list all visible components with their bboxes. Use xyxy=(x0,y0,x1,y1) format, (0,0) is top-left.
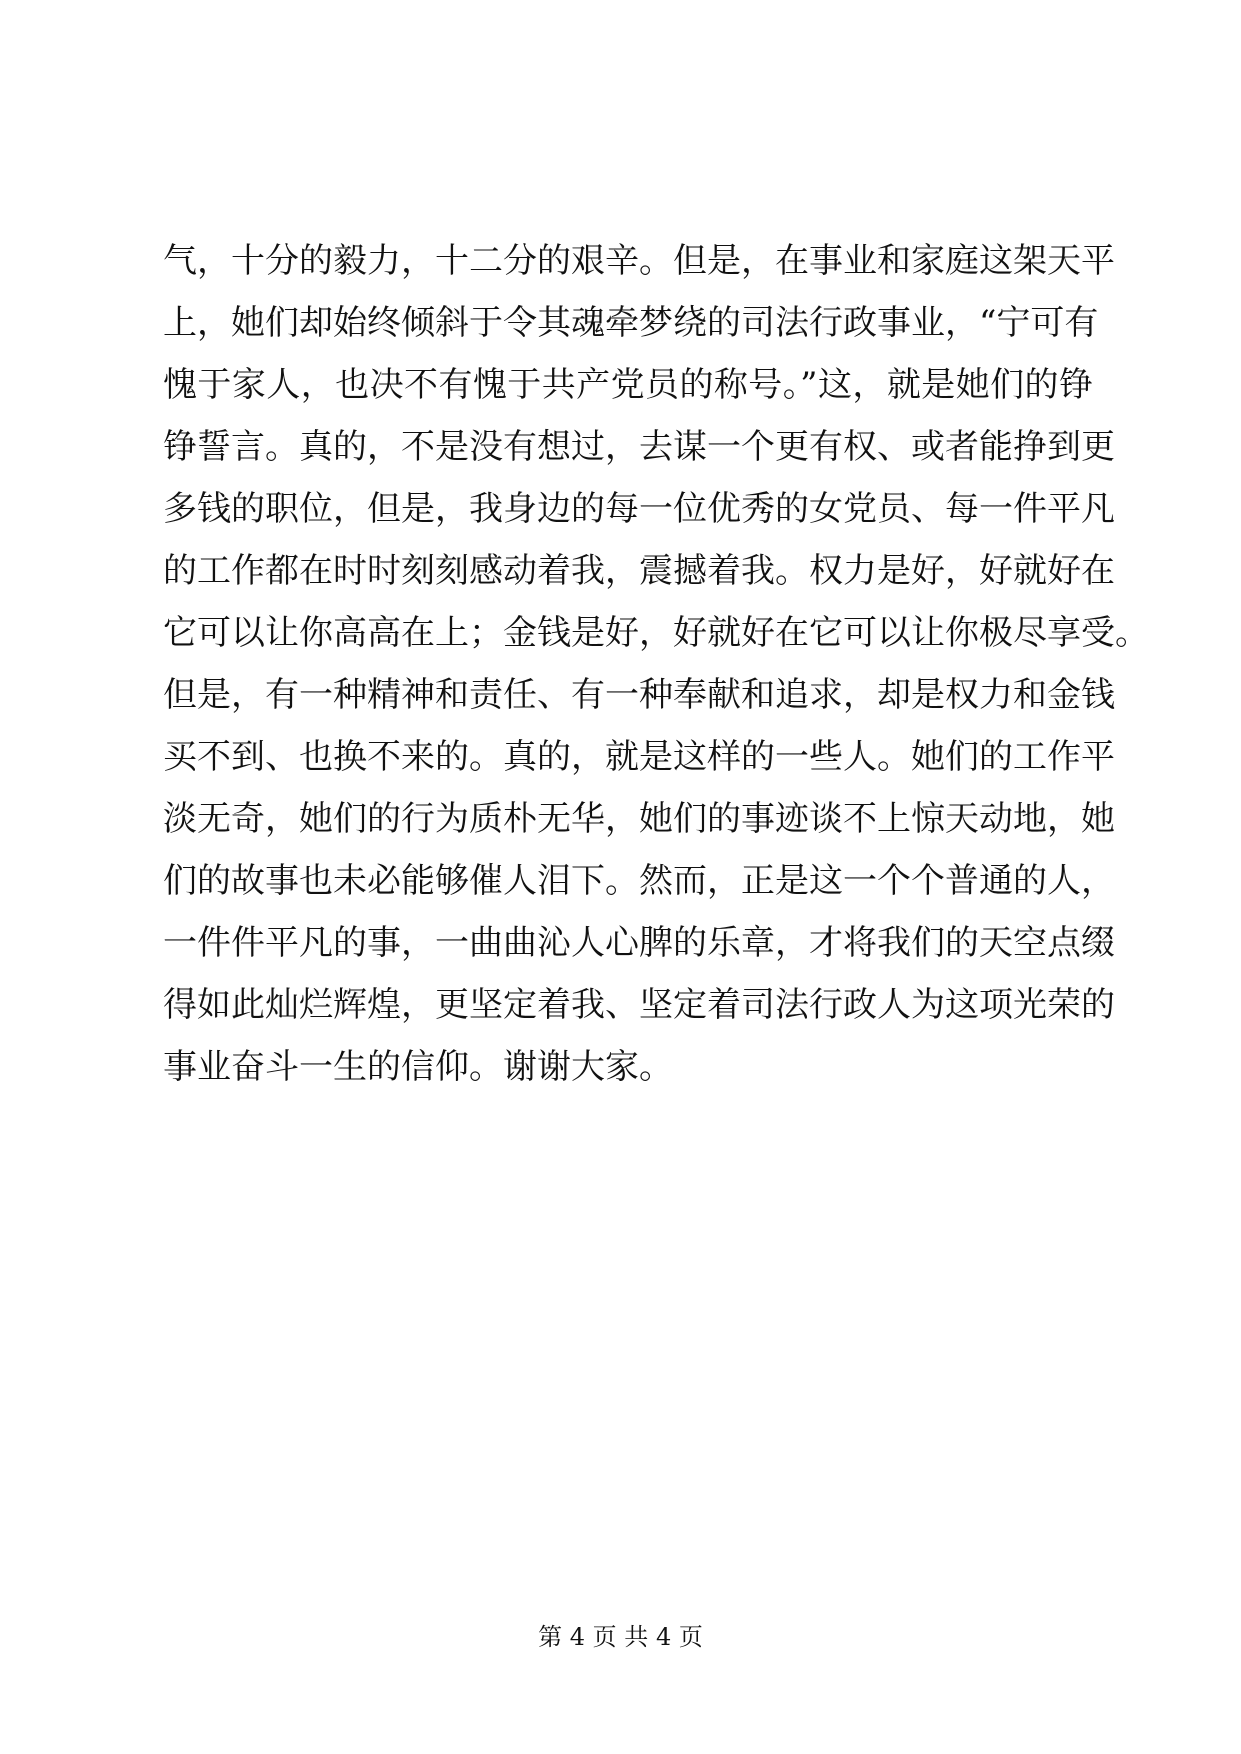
text-line: 们的故事也未必能够催人泪下。然而，正是这一个个普通的人， xyxy=(163,861,1115,901)
text-line: 多钱的职位，但是，我身边的每一位优秀的女党员、每一件平凡 xyxy=(163,489,1115,529)
text-line: 上，她们却始终倾斜于令其魂牵梦绕的司法行政事业，“宁可有 xyxy=(163,303,1099,343)
body-paragraph xyxy=(163,230,1149,1098)
text-line: 的工作都在时时刻刻感动着我，震撼着我。权力是好，好就好在 xyxy=(163,551,1115,591)
text-line: 事业奋斗一生的信仰。谢谢大家。 xyxy=(163,1047,673,1087)
text-line: 买不到、也换不来的。真的，就是这样的一些人。她们的工作平 xyxy=(163,737,1115,777)
text-line: 它可以让你高高在上；金钱是好，好就好在它可以让你极尽享受。 xyxy=(163,613,1149,653)
text-line: 愧于家人，也决不有愧于共产党员的称号。”这，就是她们的铮 xyxy=(163,365,1093,405)
text-line: 一件件平凡的事，一曲曲沁人心脾的乐章，才将我们的天空点缀 xyxy=(163,923,1115,963)
page-number-footer: 第 4 页 共 4 页 xyxy=(538,1623,703,1651)
text-line: 铮誓言。真的，不是没有想过，去谋一个更有权、或者能挣到更 xyxy=(163,427,1115,467)
text-line: 淡无奇，她们的行为质朴无华，她们的事迹谈不上惊天动地，她 xyxy=(163,799,1115,839)
text-line: 但是，有一种精神和责任、有一种奉献和追求，却是权力和金钱 xyxy=(163,675,1115,715)
text-line: 气，十分的毅力，十二分的艰辛。但是，在事业和家庭这架天平 xyxy=(163,241,1115,281)
text-line: 得如此灿烂辉煌，更坚定着我、坚定着司法行政人为这项光荣的 xyxy=(163,985,1115,1025)
